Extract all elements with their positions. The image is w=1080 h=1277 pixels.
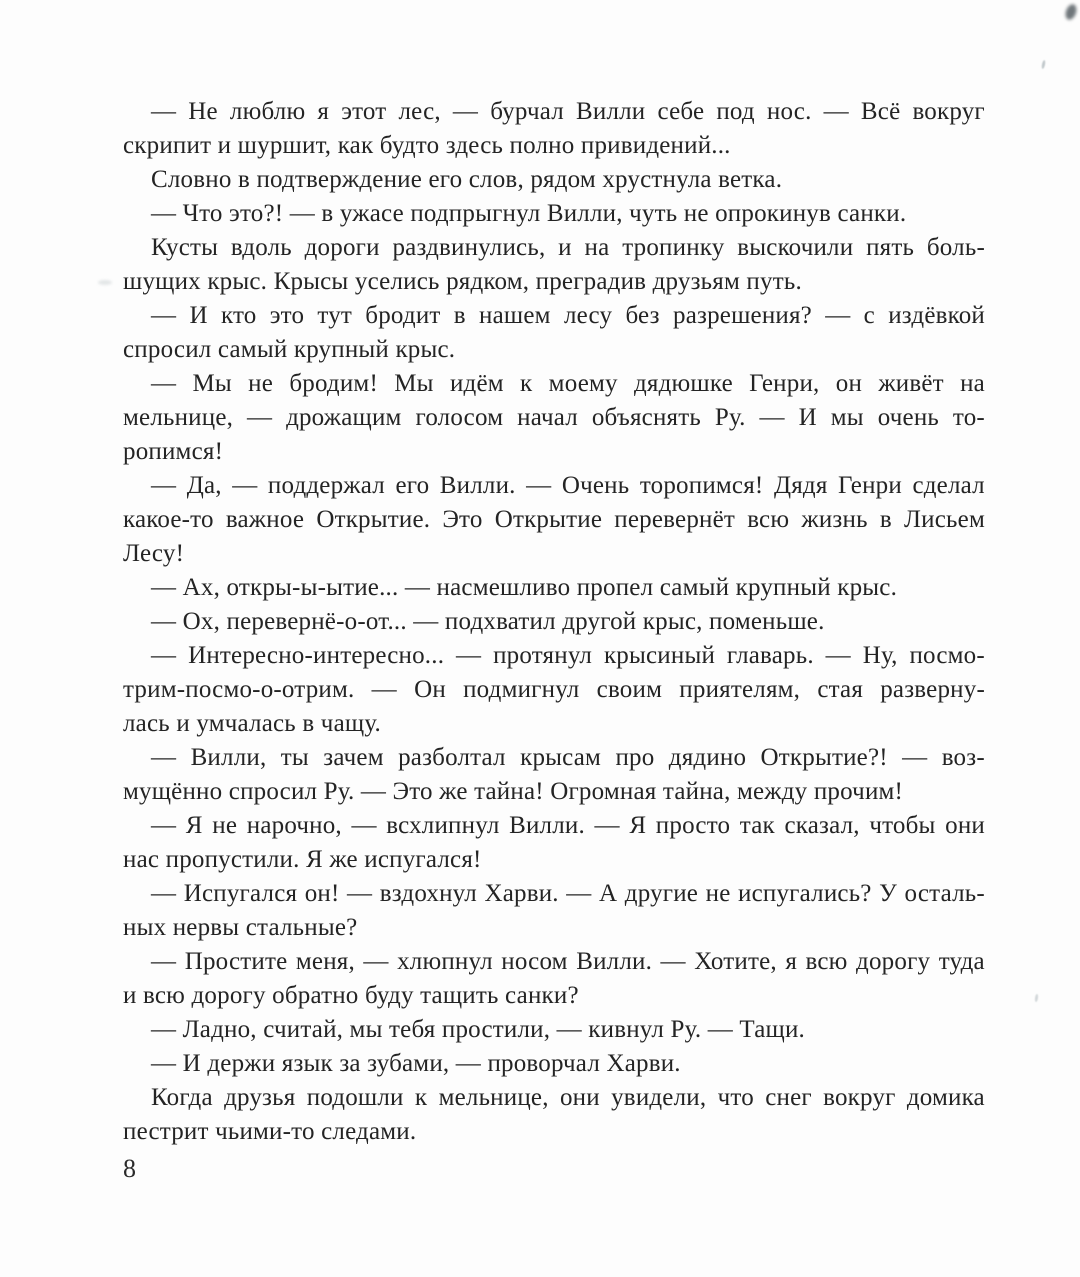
word: бродит xyxy=(365,302,441,329)
word: друзья xyxy=(224,1084,296,1111)
word: дорогу xyxy=(856,948,931,975)
word: — xyxy=(151,948,177,975)
word: — xyxy=(151,812,177,839)
text-line: пестрит чьими-то следами. xyxy=(123,1118,417,1145)
paragraph xyxy=(123,163,985,197)
word: поддержал xyxy=(267,472,385,499)
word: люблю xyxy=(229,98,306,125)
word: какое-то xyxy=(123,506,214,533)
word: сказал, xyxy=(784,812,860,839)
word: они xyxy=(945,812,985,839)
word: стая xyxy=(817,676,864,703)
word: дядюшке xyxy=(633,370,733,397)
scan-artifact xyxy=(1064,3,1079,21)
word: живёт xyxy=(878,370,944,397)
word: Испугался xyxy=(183,880,298,907)
word: домика xyxy=(906,1084,985,1111)
text-line: мущённо спросил Ру. — Это же тайна! Огромная тайна, между прочим! xyxy=(123,778,904,805)
page-number: 8 xyxy=(123,1154,136,1183)
word: Я xyxy=(185,812,203,839)
word: Он xyxy=(414,676,446,703)
paragraph xyxy=(123,639,985,741)
paragraph xyxy=(123,367,985,469)
word: главарь. xyxy=(726,642,814,669)
word: на xyxy=(584,234,610,261)
word: тропинку xyxy=(622,234,725,261)
text-line: шущих крыс. Крысы уселись рядком, преградив друзьям путь. xyxy=(123,268,802,295)
word: разверну- xyxy=(880,676,985,703)
word: сделал xyxy=(912,472,985,499)
word: всю xyxy=(805,948,848,975)
word: мельнице, xyxy=(438,1084,549,1111)
text-line xyxy=(123,877,985,911)
paragraph xyxy=(123,571,985,605)
word: так xyxy=(739,812,775,839)
word: всхлипнул xyxy=(386,812,500,839)
word: Хотите, xyxy=(694,948,777,975)
word: Я xyxy=(629,812,647,839)
text-line xyxy=(123,95,985,129)
word: раздвинулись, xyxy=(392,234,546,261)
paragraph xyxy=(123,945,985,1013)
word: объяснять xyxy=(591,404,701,431)
paragraph xyxy=(123,877,985,945)
text-line: спросил самый крупный крыс. xyxy=(123,336,456,363)
word: испугались? xyxy=(738,880,872,907)
text-line: скрипит и шуршит, как будто здесь полно привидений... xyxy=(123,132,731,159)
word: кто xyxy=(220,302,257,329)
word: — xyxy=(759,404,785,431)
scan-artifact xyxy=(1041,60,1046,69)
word: нарочно, xyxy=(246,812,342,839)
word: и xyxy=(558,234,572,261)
word: — xyxy=(232,472,258,499)
word: идём xyxy=(449,370,504,397)
word: чтобы xyxy=(869,812,936,839)
paragraph xyxy=(123,197,985,231)
word: снег xyxy=(765,1084,812,1111)
word: крысам xyxy=(520,744,602,771)
word: он xyxy=(835,370,863,397)
word: Генри, xyxy=(749,370,820,397)
word: лесу xyxy=(563,302,613,329)
word: это xyxy=(269,302,305,329)
text-line xyxy=(123,1081,985,1115)
word: очень xyxy=(877,404,940,431)
word: — xyxy=(371,676,397,703)
word: дороги xyxy=(304,234,380,261)
word: разрешения? xyxy=(673,302,812,329)
word: не xyxy=(212,812,238,839)
word: И xyxy=(189,302,208,329)
word: просто xyxy=(655,812,731,839)
word: не xyxy=(705,880,731,907)
word: — xyxy=(151,880,177,907)
text-line xyxy=(123,231,985,265)
word: — xyxy=(660,948,686,975)
word: я xyxy=(317,98,330,125)
word: — xyxy=(456,642,482,669)
word: его xyxy=(395,472,430,499)
paragraph xyxy=(123,1013,985,1047)
word: Вилли, xyxy=(190,744,267,771)
word: Вилли. xyxy=(576,948,653,975)
paragraph xyxy=(123,299,985,367)
word: к xyxy=(520,370,533,397)
word: про xyxy=(615,744,655,771)
word: Открытие xyxy=(494,506,603,533)
word: — xyxy=(363,948,389,975)
word: Вилли xyxy=(576,98,646,125)
word: вдоль xyxy=(230,234,292,261)
word: — xyxy=(151,472,177,499)
paragraph xyxy=(123,605,985,639)
word: — xyxy=(902,744,928,771)
word: торопимся! xyxy=(639,472,764,499)
word: на xyxy=(960,370,985,397)
word: в xyxy=(879,506,892,533)
text-line: — Ах, откры-ы-ытие... — насмешливо пропел самый крупный крыс. xyxy=(151,574,898,601)
word: — xyxy=(347,880,373,907)
paragraph xyxy=(123,1081,985,1149)
paragraph xyxy=(123,95,985,163)
word: посмо- xyxy=(909,642,985,669)
word: — xyxy=(151,744,177,771)
text-line: — И держи язык за зубами, — проворчал Харви. xyxy=(151,1050,681,1077)
word: мельнице, xyxy=(123,404,234,431)
word: издёвкой xyxy=(888,302,985,329)
word: — xyxy=(246,404,273,431)
text-line: Лесу! xyxy=(123,540,185,567)
word: он! xyxy=(304,880,340,907)
text-line xyxy=(123,503,985,537)
word: дрожащим xyxy=(286,404,402,431)
text-line xyxy=(123,401,985,435)
paragraph xyxy=(123,231,985,299)
text-line xyxy=(123,367,985,401)
text-line: — Ладно, считай, мы тебя простили, — кивнул Ру. — Тащи. xyxy=(151,1016,806,1043)
word: выскочили xyxy=(737,234,854,261)
word: Это xyxy=(442,506,483,533)
word: важное xyxy=(225,506,305,533)
page-text xyxy=(123,95,985,1149)
word: этот xyxy=(341,98,387,125)
text-line: Словно в подтверждение его слов, рядом хрустнула ветка. xyxy=(151,166,783,193)
word: зачем xyxy=(323,744,384,771)
word: туда xyxy=(938,948,985,975)
word: трим-посмо-о-отрим. xyxy=(123,676,355,703)
word: моему xyxy=(548,370,618,397)
word: меня, xyxy=(295,948,355,975)
word: — xyxy=(151,98,177,125)
text-line xyxy=(123,639,985,673)
word: всю xyxy=(747,506,790,533)
word: Когда xyxy=(151,1084,213,1111)
word: Ру. xyxy=(714,404,746,431)
word: пять xyxy=(866,234,915,261)
word: — xyxy=(526,472,552,499)
word: нашем xyxy=(479,302,551,329)
word: вокруг xyxy=(823,1084,896,1111)
paragraph xyxy=(123,809,985,877)
word: носом xyxy=(501,948,568,975)
word: — xyxy=(825,302,851,329)
word: Открытие. xyxy=(316,506,431,533)
word: боль- xyxy=(926,234,985,261)
word: Кусты xyxy=(151,234,219,261)
word: дядино xyxy=(668,744,747,771)
scan-artifact xyxy=(98,280,112,285)
text-line xyxy=(123,809,985,843)
word: жизнь xyxy=(801,506,868,533)
word: нос. xyxy=(766,98,812,125)
text-line xyxy=(123,299,985,333)
word: приятелям, xyxy=(679,676,801,703)
word: Всё xyxy=(860,98,901,125)
word: тут xyxy=(317,302,353,329)
word: начал xyxy=(517,404,578,431)
word: — xyxy=(452,98,479,125)
paragraph xyxy=(123,741,985,809)
text-line xyxy=(123,673,985,707)
word: разболтал xyxy=(398,744,506,771)
word: себе xyxy=(657,98,705,125)
word: Интересно-интересно... xyxy=(188,642,445,669)
word: воз- xyxy=(941,744,985,771)
word: без xyxy=(625,302,660,329)
text-line: и всю дорогу обратно буду тащить санки? xyxy=(123,982,579,1009)
word: хлюпнул xyxy=(397,948,493,975)
word: что xyxy=(717,1084,754,1111)
word: Мы xyxy=(192,370,232,397)
word: крысиный xyxy=(603,642,716,669)
text-line xyxy=(123,741,985,775)
word: Харви. xyxy=(484,880,559,907)
word: Очень xyxy=(561,472,630,499)
paragraph xyxy=(123,1047,985,1081)
word: вздохнул xyxy=(379,880,477,907)
word: то- xyxy=(952,404,985,431)
word: голосом xyxy=(415,404,504,431)
word: лес, xyxy=(398,98,441,125)
text-line xyxy=(123,945,985,979)
word: Вилли. xyxy=(439,472,516,499)
word: — xyxy=(566,880,592,907)
word: протянул xyxy=(493,642,593,669)
word: Открытие?! xyxy=(760,744,888,771)
word: Вилли. xyxy=(509,812,585,839)
word: Лисьем xyxy=(904,506,985,533)
word: увидели, xyxy=(611,1084,707,1111)
word: своим xyxy=(596,676,663,703)
word: подошли xyxy=(306,1084,404,1111)
word: осталь- xyxy=(904,880,985,907)
word: бродим! xyxy=(289,370,378,397)
text-line: ных нервы стальные? xyxy=(123,914,358,941)
word: к xyxy=(414,1084,428,1111)
word: — xyxy=(594,812,620,839)
word: — xyxy=(151,370,177,397)
word: другие xyxy=(624,880,699,907)
word: Простите xyxy=(184,948,288,975)
word: бурчал xyxy=(490,98,564,125)
word: вокруг xyxy=(912,98,985,125)
word: — xyxy=(825,642,851,669)
word: Генри xyxy=(838,472,902,499)
word: Дядя xyxy=(773,472,828,499)
word: перевернёт xyxy=(614,506,736,533)
word: мы xyxy=(830,404,864,431)
word: ты xyxy=(280,744,309,771)
text-line: — Ох, перевернё-о-от... — подхватил другой крыс, поменьше. xyxy=(151,608,825,635)
word: под xyxy=(716,98,755,125)
word: Ну, xyxy=(862,642,898,669)
paragraph xyxy=(123,469,985,571)
word: я xyxy=(785,948,798,975)
word: с xyxy=(863,302,875,329)
word: — xyxy=(151,302,177,329)
word: И xyxy=(798,404,817,431)
text-line xyxy=(123,469,985,503)
word: не xyxy=(248,370,274,397)
text-line: — Что это?! — в ужасе подпрыгнул Вилли, чуть не опрокинув санки. xyxy=(151,200,907,227)
word: — xyxy=(151,642,177,669)
word: У xyxy=(879,880,898,907)
text-line: нас пропустили. Я же испугался! xyxy=(123,846,482,873)
word: — xyxy=(823,98,849,125)
word: А xyxy=(599,880,618,907)
scan-artifact xyxy=(1034,994,1038,1002)
word: Не xyxy=(188,98,218,125)
text-line: ропимся! xyxy=(123,438,224,465)
word: подмигнул xyxy=(463,676,580,703)
word: в xyxy=(453,302,466,329)
text-line: лась и умчалась в чащу. xyxy=(123,710,381,737)
word: Да, xyxy=(186,472,222,499)
word: — xyxy=(351,812,377,839)
word: Мы xyxy=(394,370,434,397)
word: они xyxy=(559,1084,600,1111)
